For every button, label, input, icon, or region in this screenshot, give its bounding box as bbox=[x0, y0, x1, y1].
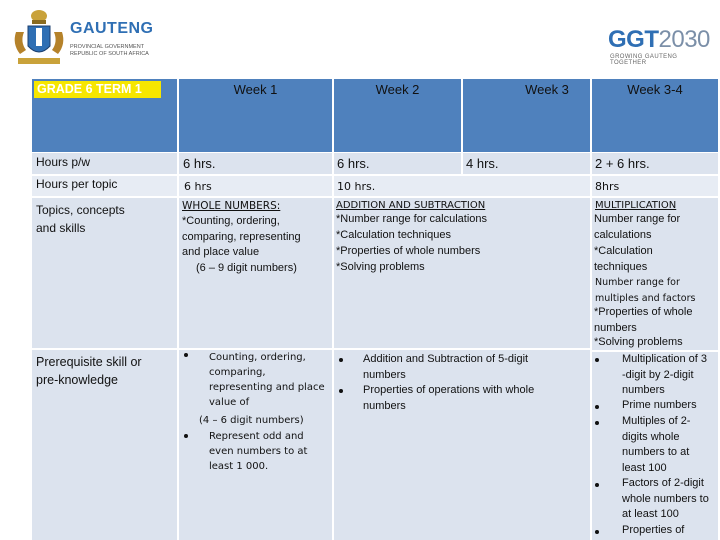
header-cell-week34 bbox=[592, 79, 718, 152]
prereq-week1-item1-line: representing and place bbox=[209, 382, 325, 393]
topics-week34-small-line: multiples and factors bbox=[595, 293, 696, 304]
row-prereq-label bbox=[36, 353, 142, 389]
topics-week34-cell bbox=[592, 198, 718, 348]
prereq-week34-item3-line: least 100 bbox=[622, 461, 667, 474]
gauteng-brand-name: GAUTENG bbox=[70, 20, 154, 37]
topics-week34-line: Number range for bbox=[594, 213, 681, 225]
column-week3: Week 3 bbox=[525, 82, 569, 97]
hours-topic-week23: 10 hrs. bbox=[337, 180, 376, 193]
column-week1: Week 1 bbox=[233, 82, 278, 97]
column-week34: Week 3-4 bbox=[627, 82, 683, 97]
ggt-name: GGT bbox=[608, 26, 659, 53]
prereq-week1-item2 bbox=[209, 429, 307, 474]
topics-week34-small-line: Number range for bbox=[595, 277, 680, 288]
gauteng-brand-subtitle: PROVINCIAL GOVERNMENT bbox=[70, 44, 145, 50]
gauteng-brand-country: REPUBLIC OF SOUTH AFRICA bbox=[70, 51, 149, 57]
row-topics-label bbox=[36, 201, 125, 237]
row-hours-topic-label: Hours per topic bbox=[36, 177, 118, 191]
prereq-week23-item1-line: numbers bbox=[363, 368, 406, 381]
prereq-week1-item1-line: comparing, bbox=[209, 367, 266, 378]
prereq-week1-item1 bbox=[209, 350, 325, 410]
prereq-week34-item4 bbox=[622, 476, 709, 523]
prereq-week34-item1-line: -digit by 2-digit bbox=[622, 368, 694, 381]
topics-week23-heading: ADDITION AND SUBTRACTION bbox=[336, 200, 486, 211]
header-cell-week2 bbox=[334, 79, 461, 152]
row-topics-label-cell bbox=[32, 198, 177, 348]
prereq-week34-item3-line: numbers to at bbox=[622, 446, 690, 458]
prereq-week34-item4-line: at least 100 bbox=[622, 508, 679, 520]
row-hours-pw-label: Hours p/w bbox=[36, 155, 91, 169]
bullet-icon bbox=[339, 358, 343, 362]
row-prereq-label-line1: Prerequisite skill or bbox=[36, 355, 142, 369]
prereq-week34-item5: Properties of bbox=[622, 524, 685, 536]
row-hours-topic-label-cell bbox=[32, 176, 177, 196]
row-topics-label-line1: Topics, concepts bbox=[36, 203, 125, 217]
hours-pw-week34: 2 + 6 hrs. bbox=[595, 156, 650, 171]
hours-pw-week2-cell bbox=[334, 153, 461, 174]
topics-week1-cell bbox=[179, 198, 332, 348]
bullet-icon bbox=[595, 405, 599, 409]
hours-pw-week34-cell bbox=[592, 153, 718, 174]
hours-pw-week1-cell bbox=[179, 153, 332, 174]
coat-of-arms-icon bbox=[10, 6, 68, 68]
column-week2: Week 2 bbox=[375, 82, 420, 97]
topics-week23-cell bbox=[334, 198, 590, 348]
topics-week23-line: *Properties of whole numbers bbox=[336, 245, 481, 257]
prereq-week23-cell bbox=[334, 350, 590, 540]
bullet-icon bbox=[595, 358, 599, 362]
hours-pw-week2: 6 hrs. bbox=[337, 156, 370, 171]
prereq-week1-item2-line: Represent odd and bbox=[209, 431, 304, 442]
hours-topic-week34-cell bbox=[592, 176, 718, 196]
topics-week23-line: *Calculation techniques bbox=[336, 229, 451, 241]
topics-week34-line: calculations bbox=[594, 229, 652, 241]
hours-topic-week23-cell bbox=[334, 176, 590, 196]
bullet-icon bbox=[184, 434, 188, 438]
bullet-icon bbox=[339, 389, 343, 393]
prereq-week34-item3-line: digits whole bbox=[622, 430, 680, 443]
prereq-week34-cell bbox=[592, 352, 718, 540]
hours-pw-week1: 6 hrs. bbox=[183, 156, 216, 171]
topics-week34-heading: MULTIPLICATION bbox=[595, 200, 677, 211]
prereq-week34-item3-line: Multiples of 2- bbox=[622, 415, 691, 427]
prereq-week34-item3 bbox=[622, 414, 690, 476]
ggt2030-logo bbox=[604, 26, 714, 66]
ggt2030-wordmark bbox=[608, 26, 710, 54]
topics-week34-line: techniques bbox=[594, 261, 648, 273]
row-prereq-label-cell bbox=[32, 350, 177, 540]
prereq-week1-item1-range: (4 – 6 digit numbers) bbox=[199, 415, 304, 426]
row-hours-pw-label-cell bbox=[32, 153, 177, 174]
ggt-year: 2030 bbox=[658, 26, 710, 53]
prereq-week23-item2-line: numbers bbox=[363, 399, 406, 412]
topics-week1-line: (6 – 9 digit numbers) bbox=[196, 261, 297, 274]
topics-week1-line: comparing, representing bbox=[182, 230, 301, 243]
bullet-icon bbox=[595, 421, 599, 425]
topics-week34-line: *Calculation bbox=[594, 245, 653, 257]
hours-topic-week1-cell bbox=[179, 176, 332, 196]
ggt2030-tagline: GROWING GAUTENG TOGETHER bbox=[610, 54, 678, 66]
header-cell-week3 bbox=[463, 79, 590, 152]
hours-topic-week1: 6 hrs bbox=[184, 180, 212, 193]
hours-pw-week3-cell bbox=[463, 153, 590, 174]
header-cell-week1 bbox=[179, 79, 332, 152]
topics-week34-line2: *Solving problems bbox=[594, 336, 683, 348]
prereq-week23-item1 bbox=[363, 352, 528, 383]
prereq-week34-item1 bbox=[622, 352, 707, 399]
topics-week23-line: *Number range for calculations bbox=[336, 213, 488, 225]
prereq-week23-item1-line: Addition and Subtraction of 5-digit bbox=[363, 353, 529, 365]
topics-week23-line: *Solving problems bbox=[336, 261, 425, 273]
grade-term-label: GRADE 6 TERM 1 bbox=[34, 81, 161, 98]
prereq-week23-item2 bbox=[363, 383, 534, 414]
prereq-week34-item4-line: whole numbers to bbox=[622, 492, 709, 505]
prereq-week1-item2-line: even numbers to at bbox=[209, 446, 308, 457]
prereq-week23-item2-line: Properties of operations with whole bbox=[363, 384, 535, 396]
prereq-week1-item1-line: value of bbox=[209, 397, 250, 408]
topics-week34-line2: *Properties of whole bbox=[594, 306, 693, 318]
bullet-icon bbox=[184, 353, 188, 357]
prereq-week34-item2: Prime numbers bbox=[622, 399, 697, 411]
bullet-icon bbox=[595, 483, 599, 487]
bullet-icon bbox=[595, 530, 599, 534]
row-topics-label-line2: and skills bbox=[36, 221, 86, 235]
topics-week1-line: and place value bbox=[182, 246, 260, 258]
topics-week1-line: *Counting, ordering, bbox=[182, 215, 280, 227]
prereq-week34-item1-line: Multiplication of 3 bbox=[622, 353, 707, 365]
prereq-week1-item2-line: least 1 000. bbox=[209, 461, 269, 472]
prereq-week34-item1-line: numbers bbox=[622, 384, 665, 396]
topics-week34-overflow-cell bbox=[592, 334, 718, 350]
prereq-week1-item1-line: Counting, ordering, bbox=[209, 352, 306, 363]
hours-topic-week34: 8hrs bbox=[595, 180, 620, 193]
gauteng-logo bbox=[10, 6, 154, 72]
topics-week1-heading: WHOLE NUMBERS: bbox=[182, 200, 281, 212]
prereq-week34-item4-line: Factors of 2-digit bbox=[622, 477, 704, 489]
hours-pw-week3: 4 hrs. bbox=[466, 156, 499, 171]
topics-week34-line2: numbers bbox=[594, 322, 637, 334]
prereq-week1-cell bbox=[179, 350, 332, 540]
row-prereq-label-line2: pre-knowledge bbox=[36, 373, 118, 387]
